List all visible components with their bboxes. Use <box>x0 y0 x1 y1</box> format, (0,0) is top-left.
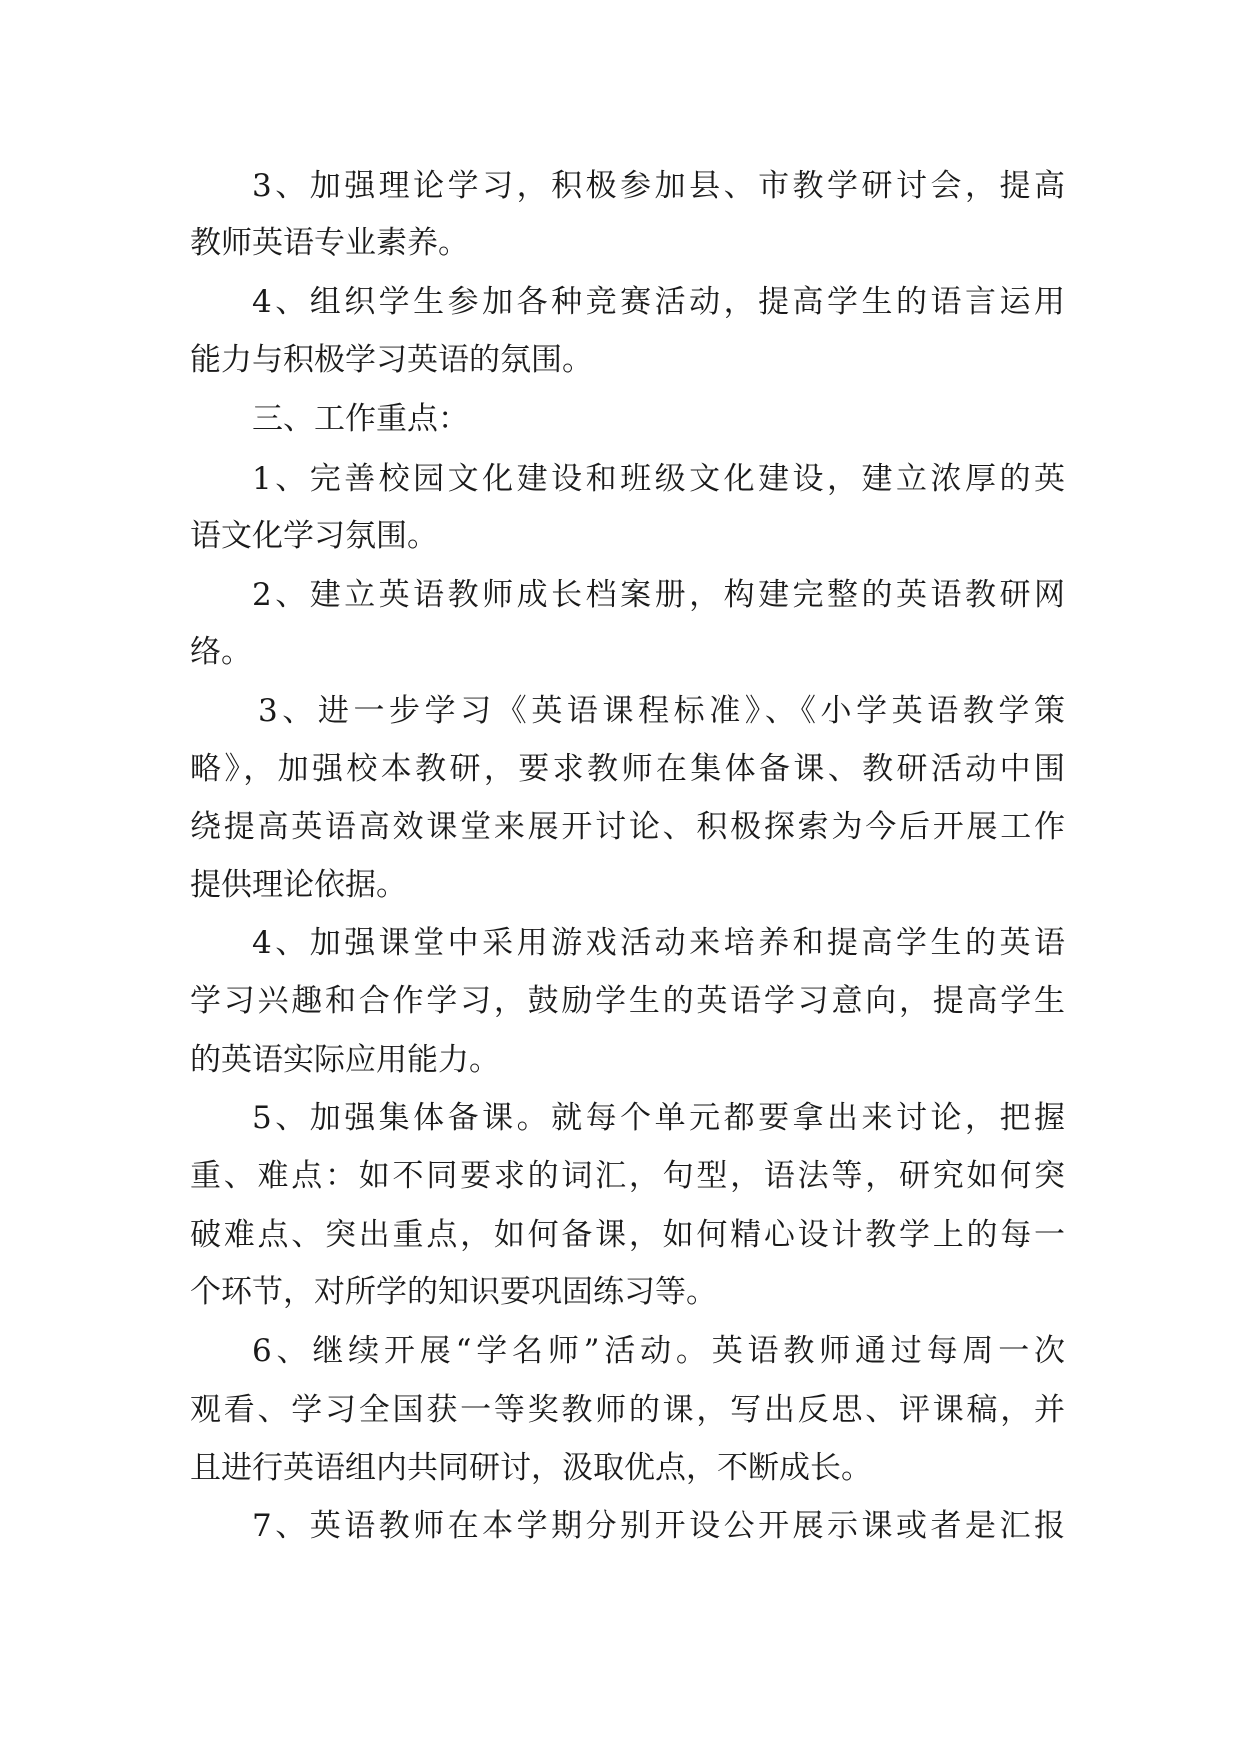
section-heading: 三、工作重点： <box>252 401 469 437</box>
paragraph-line: 个环节，对所学的知识要巩固练习等。 <box>190 1274 717 1310</box>
paragraph-line: 能力与积极学习英语的氛围。 <box>190 342 593 378</box>
paragraph-line: 绕提高英语高效课堂来展开讨论、积极探索为今后开展工作 <box>190 809 1065 845</box>
paragraph-line: 的英语实际应用能力。 <box>190 1042 500 1078</box>
paragraph-line: 4、加强课堂中采用游戏活动来培养和提高学生的英语 <box>252 925 1065 961</box>
paragraph-line: 3、加强理论学习，积极参加县、市教学研讨会，提高 <box>252 168 1065 204</box>
paragraph-line: 络。 <box>190 634 252 670</box>
paragraph-line: 6、继续开展“学名师”活动。英语教师通过每周一次 <box>252 1333 1065 1369</box>
paragraph-line: 语文化学习氛围。 <box>190 518 438 554</box>
paragraph-line: 略》，加强校本教研，要求教师在集体备课、教研活动中围 <box>190 751 1065 787</box>
paragraph-line: 1、完善校园文化建设和班级文化建设，建立浓厚的英 <box>252 461 1065 497</box>
paragraph-line: 5、加强集体备课。就每个单元都要拿出来讨论，把握 <box>252 1100 1065 1136</box>
paragraph-line: 教师英语专业素养。 <box>190 225 469 261</box>
paragraph-line: 3、进一步学习《英语课程标准》、《小学英语教学策 <box>258 693 1065 729</box>
paragraph-line: 7、英语教师在本学期分别开设公开展示课或者是汇报 <box>252 1508 1065 1544</box>
paragraph-line: 且进行英语组内共同研讨，汲取优点，不断成长。 <box>190 1450 872 1486</box>
paragraph-line: 4、组织学生参加各种竞赛活动，提高学生的语言运用 <box>252 284 1065 320</box>
paragraph-line: 提供理论依据。 <box>190 867 407 903</box>
paragraph-line: 重、难点：如不同要求的词汇，句型，语法等，研究如何突 <box>190 1158 1065 1194</box>
paragraph-line: 学习兴趣和合作学习，鼓励学生的英语学习意向，提高学生 <box>190 983 1065 1019</box>
paragraph-line: 破难点、突出重点，如何备课，如何精心设计教学上的每一 <box>190 1217 1065 1253</box>
paragraph-line: 观看、学习全国获一等奖教师的课，写出反思、评课稿，并 <box>190 1392 1065 1428</box>
paragraph-line: 2、建立英语教师成长档案册，构建完整的英语教研网 <box>252 577 1065 613</box>
